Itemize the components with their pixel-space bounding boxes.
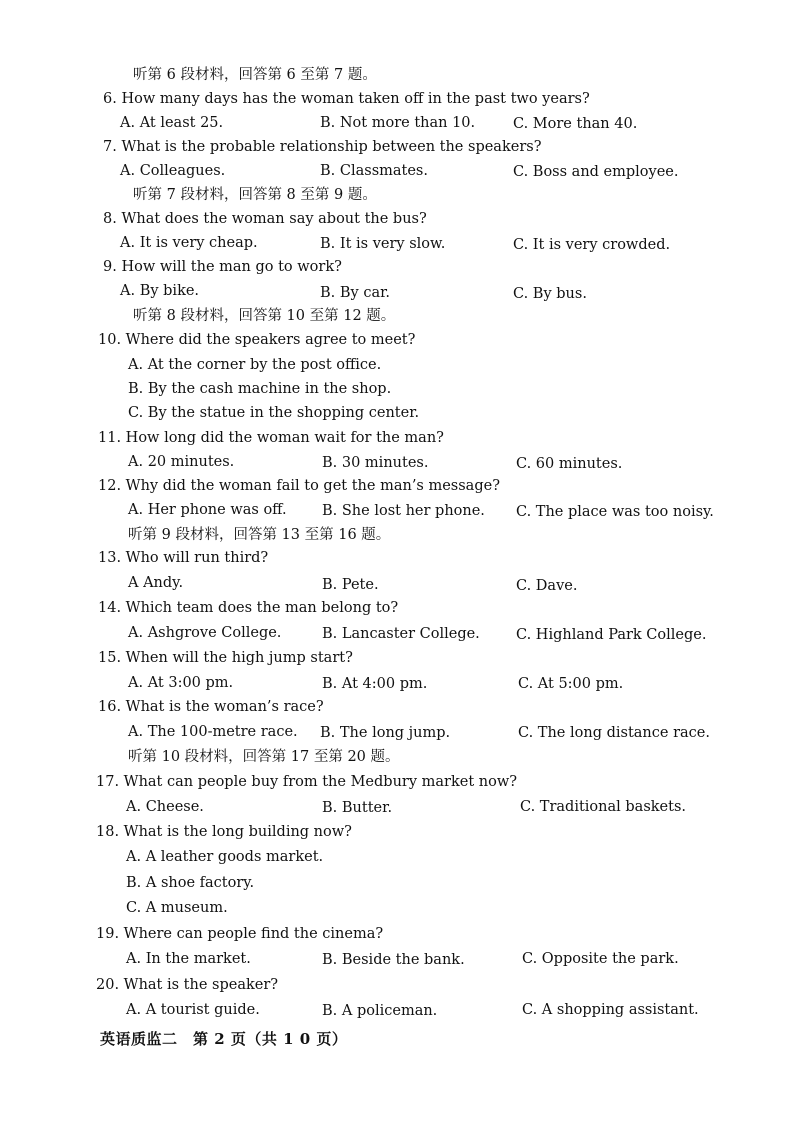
- question-number: 6.: [103, 91, 117, 107]
- question-16: [98, 698, 324, 716]
- option-b: B. A shoe factory.: [126, 875, 255, 891]
- question-text: What can people buy from the Medbury market now?: [123, 774, 518, 790]
- option-b: B. It is very slow.: [320, 236, 446, 252]
- question-text: What is the woman’s race?: [125, 699, 324, 715]
- question-text: How long did the woman wait for the man?: [125, 430, 444, 446]
- option-b: B. By car.: [320, 285, 391, 301]
- question-number: 17.: [96, 774, 120, 790]
- section-instruction: 听第 10 段材料，回答第 17 至第 20 题。: [128, 749, 400, 765]
- option-a: A. A leather goods market.: [126, 849, 324, 865]
- option-c: C. A shopping assistant.: [522, 1002, 699, 1018]
- option-a: A. Cheese.: [126, 799, 204, 815]
- question-text: What is the probable relationship between the speakers?: [121, 139, 542, 155]
- question-15: [98, 649, 353, 667]
- section-instruction: 听第 9 段材料，回答第 13 至第 16 题。: [128, 527, 391, 543]
- option-c: C. At 5:00 pm.: [518, 676, 624, 692]
- question-text: Which team does the man belong to?: [125, 600, 399, 616]
- option-a: A. At the corner by the post office.: [128, 357, 382, 373]
- option-c: C. By the statue in the shopping center.: [128, 405, 420, 421]
- question-text: How will the man go to work?: [121, 259, 342, 275]
- option-b: B. The long jump.: [320, 725, 451, 741]
- question-number: 20.: [96, 977, 120, 993]
- question-text: Who will run third?: [125, 550, 269, 566]
- question-number: 19.: [96, 926, 120, 942]
- option-b: B. A policeman.: [322, 1003, 438, 1019]
- option-c: C. Dave.: [516, 578, 578, 594]
- option-b: B. Classmates.: [320, 163, 428, 179]
- question-17: [96, 773, 517, 791]
- question-number: 15.: [98, 650, 122, 666]
- option-a: A. It is very cheap.: [120, 235, 258, 251]
- section-instruction: 听第 7 段材料，回答第 8 至第 9 题。: [133, 187, 377, 203]
- question-number: 8.: [103, 211, 117, 227]
- option-c: C. 60 minutes.: [516, 456, 623, 472]
- option-a: A. Colleagues.: [120, 163, 226, 179]
- question-14: [98, 599, 398, 617]
- option-c: C. Highland Park College.: [516, 627, 707, 643]
- option-a: A. 20 minutes.: [128, 454, 235, 470]
- option-b: B. At 4:00 pm.: [322, 676, 428, 692]
- question-text: What is the speaker?: [123, 977, 279, 993]
- option-c: C. The place was too noisy.: [516, 504, 714, 520]
- question-20: [96, 976, 278, 994]
- option-a: A. Her phone was off.: [128, 502, 287, 518]
- option-b: B. Pete.: [322, 577, 379, 593]
- question-text: When will the high jump start?: [125, 650, 353, 666]
- question-number: 12.: [98, 478, 122, 494]
- question-8: [103, 210, 427, 228]
- question-text: Why did the woman fail to get the man’s message?: [125, 478, 500, 494]
- option-a: A. At least 25.: [120, 115, 224, 131]
- option-b: B. By the cash machine in the shop.: [128, 381, 392, 397]
- option-b: B. Butter.: [322, 800, 393, 816]
- option-a: A. At 3:00 pm.: [128, 675, 234, 691]
- question-11: [98, 429, 444, 447]
- option-c: C. Opposite the park.: [522, 951, 679, 967]
- question-text: Where can people find the cinema?: [123, 926, 384, 942]
- question-text: What does the woman say about the bus?: [121, 211, 427, 227]
- option-b: B. Beside the bank.: [322, 952, 465, 968]
- section-instruction: 听第 8 段材料，回答第 10 至第 12 题。: [133, 308, 396, 324]
- section-instruction: 听第 6 段材料，回答第 6 至第 7 题。: [133, 67, 377, 83]
- question-number: 7.: [103, 139, 117, 155]
- question-text: What is the long building now?: [123, 824, 352, 840]
- question-number: 13.: [98, 550, 122, 566]
- option-c: C. By bus.: [513, 286, 587, 302]
- option-a: A. The 100-metre race.: [128, 724, 298, 740]
- option-c: C. Traditional baskets.: [520, 799, 686, 815]
- option-a: A. By bike.: [120, 283, 200, 299]
- option-c: C. The long distance race.: [518, 725, 710, 741]
- question-18: [96, 823, 352, 841]
- option-b: B. Not more than 10.: [320, 115, 476, 131]
- question-13: [98, 549, 268, 567]
- option-a: A. Ashgrove College.: [128, 625, 282, 641]
- option-c: C. It is very crowded.: [513, 237, 671, 253]
- question-7: [103, 138, 541, 156]
- question-6: [103, 90, 590, 108]
- option-c: C. Boss and employee.: [513, 164, 679, 180]
- question-number: 14.: [98, 600, 122, 616]
- option-a: A. A tourist guide.: [126, 1002, 260, 1018]
- option-b: B. She lost her phone.: [322, 503, 485, 519]
- option-b: B. 30 minutes.: [322, 455, 429, 471]
- question-number: 9.: [103, 259, 117, 275]
- question-number: 10.: [98, 332, 122, 348]
- question-number: 11.: [98, 430, 122, 446]
- question-10: [98, 331, 415, 349]
- question-text: How many days has the woman taken off in the past two years?: [121, 91, 590, 107]
- option-c: C. More than 40.: [513, 116, 638, 132]
- option-a: A. In the market.: [126, 951, 251, 967]
- option-c: C. A museum.: [126, 900, 228, 916]
- question-9: [103, 258, 342, 276]
- question-12: [98, 477, 500, 495]
- question-number: 18.: [96, 824, 120, 840]
- question-19: [96, 925, 383, 943]
- question-number: 16.: [98, 699, 122, 715]
- question-text: Where did the speakers agree to meet?: [125, 332, 416, 348]
- option-b: B. Lancaster College.: [322, 626, 480, 642]
- option-a: A Andy.: [128, 575, 184, 591]
- page-footer: 英语质监二 第 2 页（共 1 0 页）: [100, 1030, 348, 1048]
